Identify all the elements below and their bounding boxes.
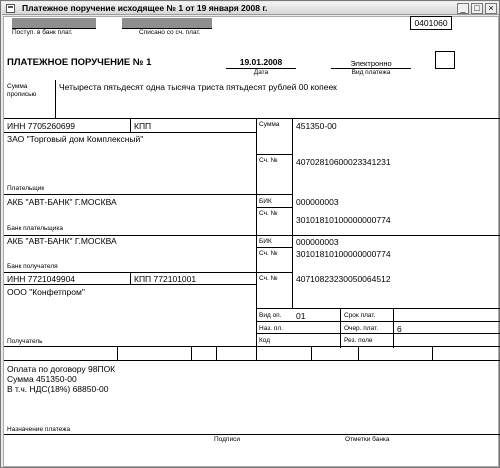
divider [256,154,292,155]
divider [256,207,292,208]
payer-bik: 000000003 [296,197,339,207]
payee-bik-label: БИК [259,238,272,245]
payer-bank: АКБ "АВТ-БАНК" Г.МОСКВА [7,197,117,207]
divider [117,346,118,360]
payment-term-label: Срок плат. [344,312,376,319]
signatures-label: Подписи [214,436,240,443]
payment-purpose-code-label: Наз. пл. [259,325,283,332]
form-code: 0401060 [410,16,452,30]
payee-corr-account: 30101810100000000774 [296,249,391,259]
divider [4,272,292,273]
divider [4,132,256,133]
amount-words-label: Сумма [7,83,28,90]
divider [256,247,292,248]
amount-words-label: прописью [7,91,37,98]
divider [256,308,500,309]
divider [292,118,293,308]
divider [55,80,56,118]
close-button[interactable]: × [485,3,497,14]
payee-account: 40710823230050064512 [296,274,391,284]
purpose-label: Назначение платежа [7,426,71,433]
payee-bank: АКБ "АВТ-БАНК" Г.МОСКВА [7,236,117,246]
divider [358,346,359,360]
received-label: Поступ. в банк плат. [12,29,73,36]
maximize-button[interactable]: □ [471,3,483,14]
payer-corr-label: Сч. № [259,210,278,217]
payee-bik: 000000003 [296,237,339,247]
divider [4,434,500,435]
divider [311,346,312,360]
purpose-line: В т.ч. НДС(18%) 68850-00 [7,384,109,394]
purpose-line: Оплата по договору 98ПОК [7,364,116,374]
divider [4,360,500,361]
operation-type-label: Вид оп. [259,312,282,319]
window-title: Платежное поручение исходящее № 1 от 19 января 2008 г. [22,3,268,13]
document-date: 19.01.2008 [239,57,283,67]
bank-received-stamp [12,18,96,28]
payer-bank-label: Банк плательщика [7,225,63,232]
payer-corr-account: 30101810100000000774 [296,215,391,225]
payee-name: ООО "Конфетпром" [7,287,85,297]
payer-account-label: Сч. № [259,157,278,164]
divider [130,118,131,132]
payer-label: Плательщик [7,185,45,192]
divider [4,194,292,195]
payee-corr-label: Сч. № [259,250,278,257]
operation-type: 01 [296,311,306,321]
divider [256,321,500,322]
divider [4,118,500,119]
payee-inn: ИНН 7721049904 [7,274,76,284]
payment-priority: 6 [397,324,402,334]
debited-label: Списано со сч. плат. [139,29,201,36]
divider [4,346,500,347]
amount-in-words: Четыреста пятьдесят одна тысяча триста пятьдесят рублей 00 копеек [59,82,337,92]
bank-marks-label: Отметки банка [345,436,390,443]
purpose-line: Сумма 451350-00 [7,374,77,384]
divider [216,346,217,360]
payee-label: Получатель [7,338,43,345]
divider [256,333,500,334]
payer-bik-label: БИК [259,198,272,205]
document-icon[interactable] [6,4,15,13]
divider [432,346,433,360]
payment-priority-box [435,51,455,69]
divider [4,284,256,285]
date-label: Дата [253,69,269,76]
payee-kpp: КПП 772101001 [134,274,197,284]
divider [130,272,131,284]
divider [340,308,341,348]
reserve-field-label: Рез. поле [344,337,373,344]
document-title: ПЛАТЕЖНОЕ ПОРУЧЕНИЕ № 1 [7,57,152,68]
minimize-button[interactable]: _ [457,3,469,14]
payee-bank-label: Банк получателя [7,263,58,270]
payment-priority-label: Очер. плат. [344,325,379,332]
payer-inn: ИНН 7705260699 [7,121,76,131]
payment-type: Электронно [350,59,392,68]
payment-type-label: Вид платежа [351,69,391,76]
sum-value: 451350-00 [296,121,337,131]
payer-kpp: КПП [134,121,152,131]
code-label: Код [259,337,271,344]
divider [191,346,192,360]
payment-order-form [3,16,499,467]
payer-name: ЗАО "Торговый дом Комплексный" [7,134,144,144]
account-debited-stamp [122,18,212,28]
payee-account-label: Сч. № [259,275,278,282]
divider [393,308,394,348]
sum-label: Сумма [259,121,280,128]
payer-account: 40702810600023341231 [296,157,391,167]
title-bar[interactable] [2,2,499,15]
